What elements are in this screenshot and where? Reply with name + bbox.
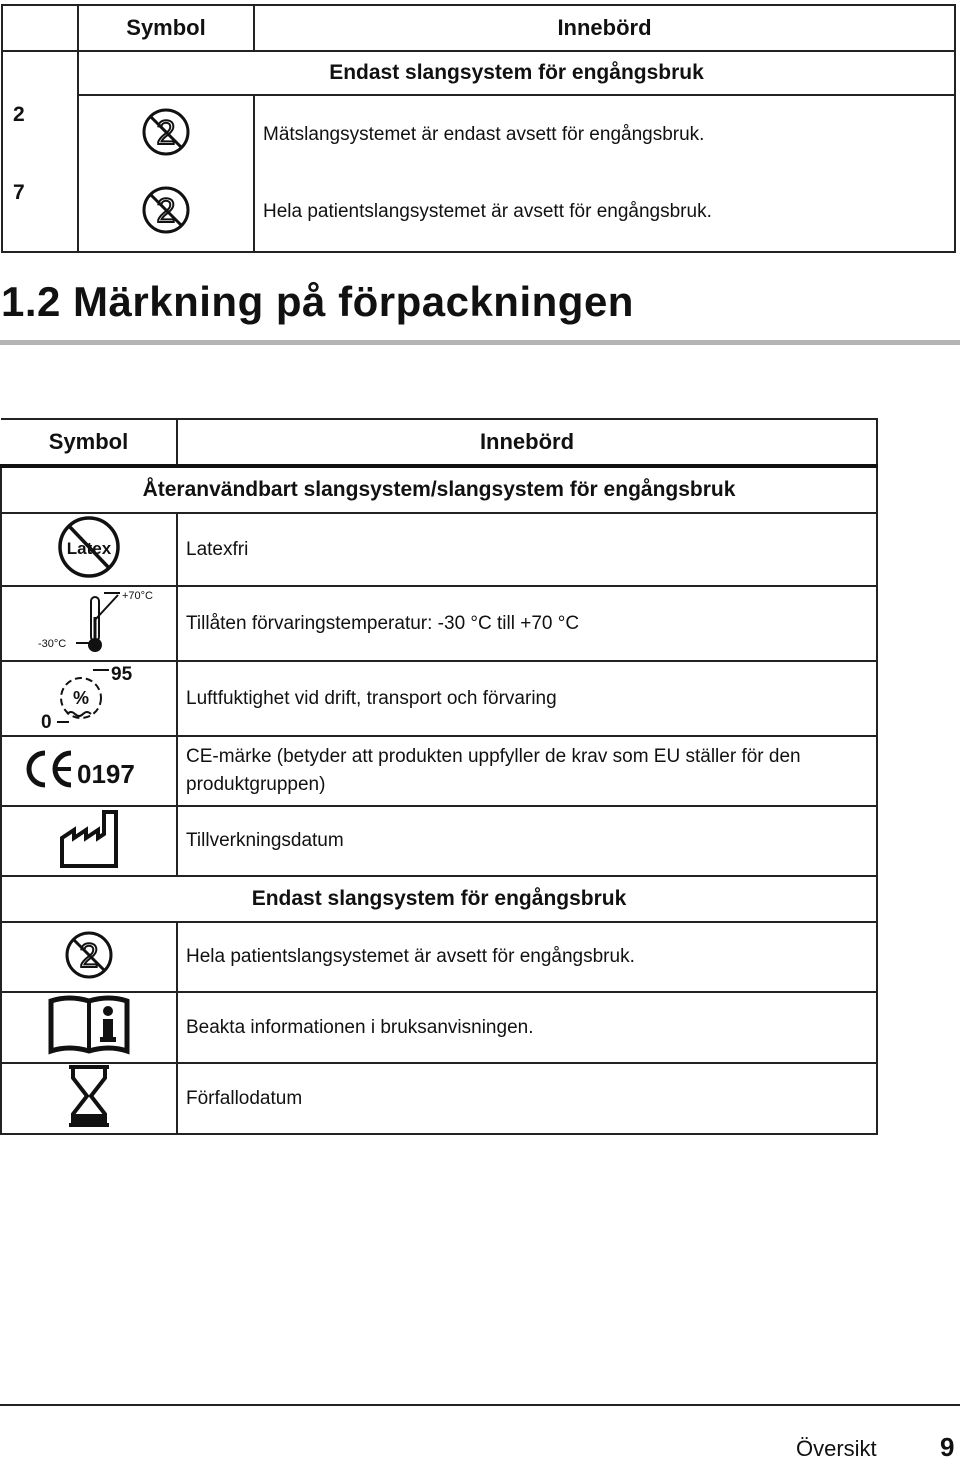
symbol-cell: [1, 806, 177, 876]
single-use-icon: [63, 929, 115, 981]
meaning-text: Latexfri: [177, 513, 877, 586]
svg-text:2: 2: [156, 191, 176, 230]
symbol-cell: [1, 1063, 177, 1134]
row-number: 2: [2, 95, 78, 173]
meaning-column-header: Innebörd: [254, 5, 955, 51]
svg-text:Latex: Latex: [66, 539, 112, 558]
svg-text:+70°C: +70°C: [122, 590, 154, 602]
hourglass-icon: [67, 1064, 111, 1128]
symbol-cell: [1, 922, 177, 992]
instructions-icon: [47, 993, 131, 1057]
svg-text:%: %: [72, 688, 90, 708]
meaning-text: Förfallodatum: [177, 1063, 877, 1134]
symbol-cell: [78, 95, 254, 173]
svg-text:0: 0: [41, 712, 52, 730]
symbol-cell: [1, 586, 177, 661]
page-number: 9: [940, 1432, 955, 1462]
footer-section-label: Översikt: [796, 1436, 877, 1461]
section-subheader: Endast slangsystem för engångsbruk: [1, 876, 877, 922]
symbol-cell: [78, 173, 254, 252]
svg-text:-30°C: -30°C: [38, 638, 67, 650]
meaning-text: Hela patientslangsystemet är avsett för engångsbruk.: [177, 922, 877, 992]
meaning-text: Mätslangsystemet är endast avsett för engångsbruk.: [254, 95, 955, 173]
meaning-text: Luftfuktighet vid drift, transport och förvaring: [177, 661, 877, 736]
section-divider: [0, 340, 960, 345]
meaning-text: Beakta informationen i bruksanvisningen.: [177, 992, 877, 1063]
symbol-cell: [1, 992, 177, 1063]
row-number: 7: [2, 173, 78, 252]
symbol-cell: [1, 661, 177, 736]
temperature-limit-icon: [14, 587, 164, 655]
meaning-column-header: Innebörd: [177, 419, 877, 466]
svg-text:95: 95: [111, 664, 133, 685]
single-use-table: [1, 4, 956, 253]
latex-free-icon: [54, 514, 124, 580]
single-use-icon: [140, 106, 192, 158]
empty-number-cell: [2, 51, 78, 95]
section-subheader: Återanvändbart slangsystem/slangsystem för engångsbruk: [1, 466, 877, 513]
single-use-icon: [140, 184, 192, 236]
meaning-text: Tillåten förvaringstemperatur: -30 °C till +70 °C: [177, 586, 877, 661]
symbol-cell: [1, 513, 177, 586]
empty-header-cell: [2, 5, 78, 51]
symbol-cell: [1, 736, 177, 806]
manufacture-date-icon: [56, 808, 122, 870]
svg-text:2: 2: [156, 114, 176, 152]
meaning-text: Hela patientslangsystemet är avsett för engångsbruk.: [254, 173, 955, 252]
section-subheader: Endast slangsystem för engångsbruk: [78, 51, 955, 95]
footer-divider: [0, 1404, 960, 1406]
symbol-column-header: Symbol: [78, 5, 254, 51]
section-title: 1.2 Märkning på förpackningen: [1, 278, 634, 325]
svg-text:2: 2: [79, 936, 99, 975]
humidity-limit-icon: [29, 662, 149, 730]
symbol-column-header: Symbol: [1, 419, 177, 466]
packaging-label-table: [0, 418, 878, 1135]
svg-text:0197: 0197: [77, 758, 135, 789]
meaning-text: Tillverkningsdatum: [177, 806, 877, 876]
ce-mark-icon: [19, 745, 159, 793]
meaning-text: CE-märke (betyder att produkten uppfyller de krav som EU ställer för den produktgruppen): [177, 736, 877, 806]
